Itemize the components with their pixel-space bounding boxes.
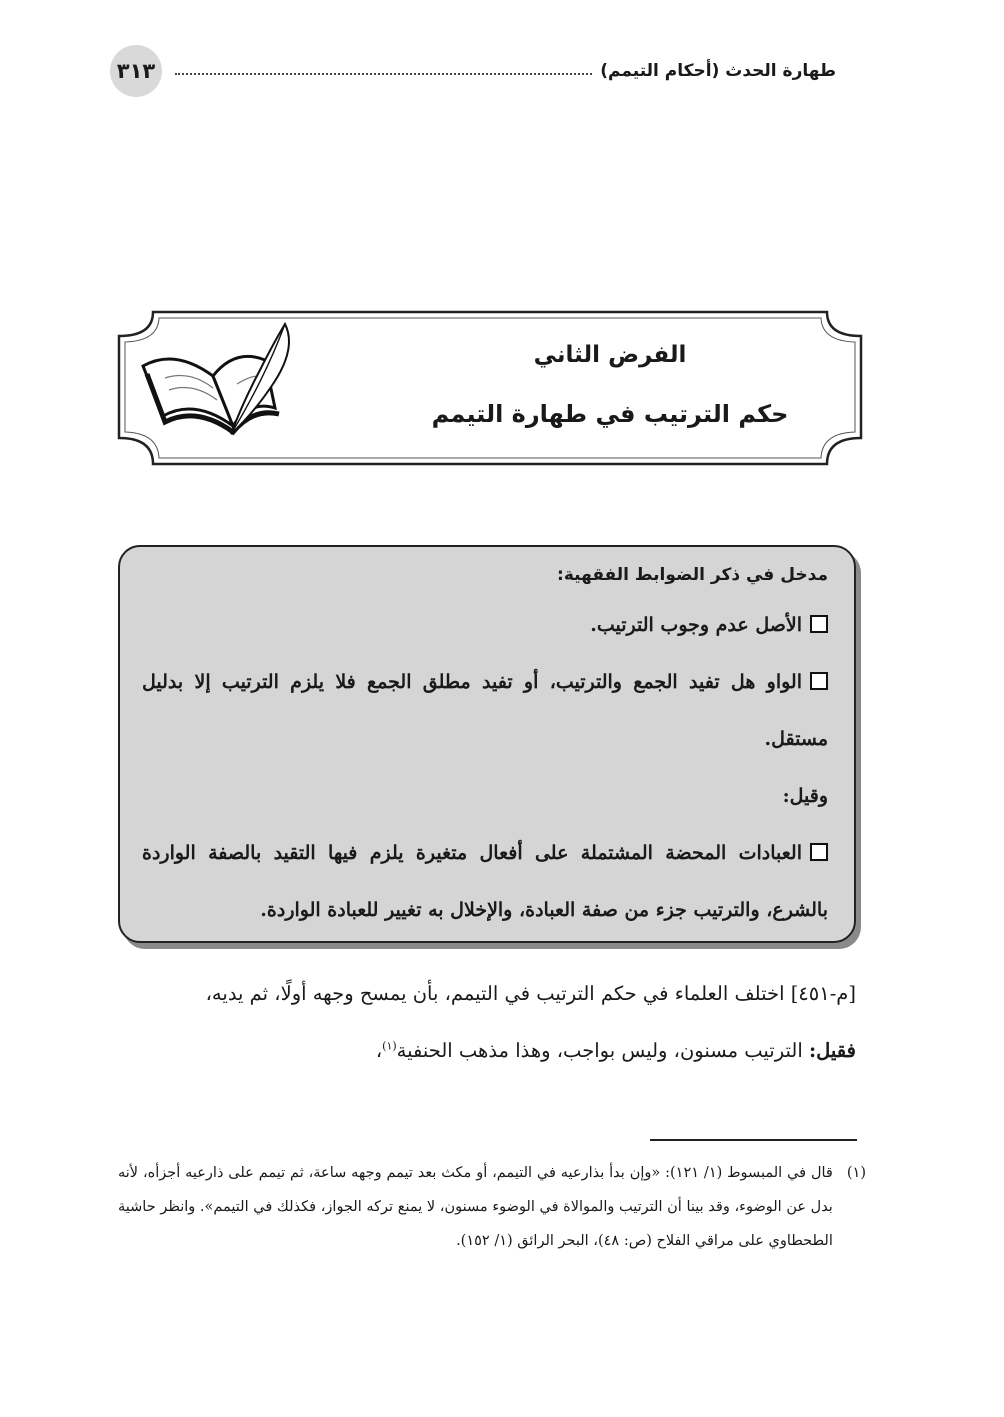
footnote-text: قال في المبسوط (١/ ١٢١): «وإن بدأ بذارعيه في التيمم، أو مكث بعد تيمم وجهه ساعة، ثم تيمم على ذارعيه أجزأه، لأنه بدل عن الوضوء، وقد بينا أن الترتيب والموالاة في الوضوء مسنون، لا يمنع تركه الجواز، فكذلك في التيمم». وانظر حاشية الطحطاوي على مراقي الفلاح (ص: ٤٨)، البحر الرائق (١/ ١٥٢). (118, 1165, 833, 1249)
chapter-title: الفرض الثاني (533, 342, 687, 368)
rule-text: الأصل عدم وجوب الترتيب. (590, 614, 802, 636)
body-paragraph (118, 1022, 856, 1079)
checkbox-bullet-icon (810, 615, 828, 633)
running-header (175, 54, 844, 88)
chapter-subtitle: حكم الترتيب في طهارة التيمم (431, 400, 789, 428)
footnote-reference: (١) (382, 1039, 397, 1053)
rule-text: الواو هل تفيد الجمع والترتيب، أو تفيد مطلق الجمع فلا يلزم الترتيب إلا بدليل مستقل. (142, 671, 828, 750)
rule-item (142, 654, 828, 768)
body-text-span: الترتيب مسنون، وليس بواجب، وهذا مذهب الحنفية (396, 1039, 803, 1062)
chapter-title-frame (115, 308, 865, 468)
header-dotted-leader (175, 73, 592, 75)
lead-word: فقيل: (808, 1039, 856, 1062)
footnote (118, 1156, 866, 1258)
checkbox-bullet-icon (810, 843, 828, 861)
footnote-separator (650, 1139, 857, 1141)
rules-heading: مدخل في ذكر الضوابط الفقهية: (557, 565, 828, 585)
qila-label: وقيل: (782, 785, 828, 807)
body-paragraph: [م-٤٥١] اختلف العلماء في حكم الترتيب في التيمم، بأن يمسح وجهه أولًا، ثم يديه، (205, 982, 856, 1005)
rule-item (142, 597, 828, 654)
checkbox-bullet-icon (810, 672, 828, 690)
rule-item (142, 825, 828, 939)
rule-text: العبادات المحضة المشتملة على أفعال متغيرة يلزم فيها التقيد بالصفة الواردة بالشرع، والترتيب جزء من صفة العبادة، والإخلال به تغيير للعبادة الواردة. (142, 842, 828, 921)
book-quill-icon (135, 318, 300, 443)
page-number: ٣١٣ (110, 45, 162, 97)
footnote-number: (١) (846, 1165, 866, 1181)
body-text (118, 965, 856, 1079)
jurisprudential-rules-box (118, 545, 856, 943)
body-text-span: ، (375, 1039, 383, 1062)
running-title: طهارة الحدث (أحكام التيمم) (600, 61, 836, 81)
